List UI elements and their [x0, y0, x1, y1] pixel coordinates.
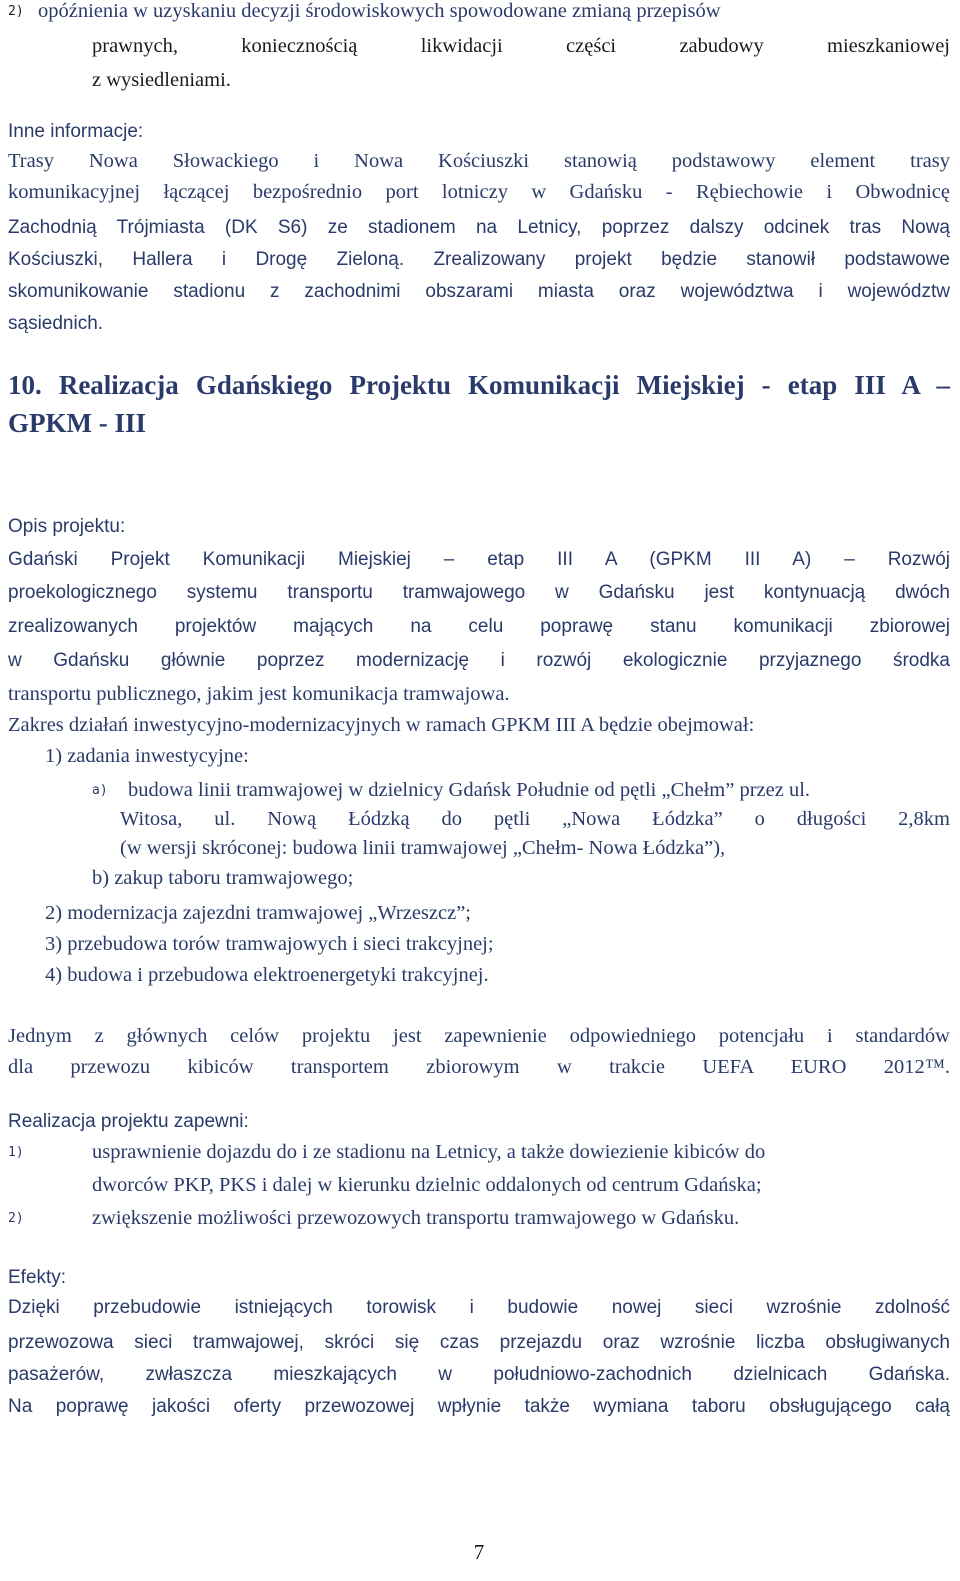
- list-item: [8, 0, 721, 26]
- section-label-inne: Inne informacje:: [8, 121, 144, 142]
- list-item: 3) przebudowa torów tramwajowych i sieci trakcyjnej;: [45, 933, 494, 955]
- paragraph-line: transportu publicznego, jakim jest komunikacja tramwajowa.: [8, 683, 510, 705]
- paragraph-line: przewozowa sieci tramwajowej, skróci się czas przejazdu oraz wzrośnie liczba obsługiwanych: [8, 1332, 950, 1353]
- list-number: 1): [8, 1145, 24, 1161]
- list-item: [8, 1204, 739, 1233]
- list-item-text: z wysiedleniami.: [92, 69, 231, 91]
- list-item: [8, 1138, 950, 1167]
- list-item: 2) modernizacja zajezdni tramwajowej „Wrzeszcz”;: [45, 902, 472, 924]
- list-number: 2): [8, 4, 24, 20]
- list-item-text: usprawnienie dojazdu do i ze stadionu na Letnicy, a także dowiezienie kibiców do: [92, 1141, 766, 1163]
- list-number: a): [92, 783, 108, 799]
- list-item: b) zakup taboru tramwajowego;: [92, 867, 354, 889]
- section-heading: 10. Realizacja Gdańskiego Projektu Komunikacji Miejskiej - etap III A –: [8, 370, 950, 400]
- paragraph-line: sąsiednich.: [8, 313, 104, 334]
- paragraph-line: skomunikowanie stadionu z zachodnimi obszarami miasta oraz województwa i województw: [8, 281, 950, 302]
- list-item: 1) zadania inwestycyjne:: [45, 745, 249, 767]
- paragraph-line: Gdański Projekt Komunikacji Miejskiej – etap III A (GPKM III A) – Rozwój: [8, 549, 950, 570]
- list-item-text: zwiększenie możliwości przewozowych transportu tramwajowego w Gdańsku.: [92, 1207, 740, 1229]
- paragraph-line: w Gdańsku głównie poprzez modernizację i rozwój ekologicznie przyjaznego środka: [8, 650, 950, 671]
- list-item-text: dworców PKP, PKS i dalej w kierunku dzielnic oddalonych od centrum Gdańska;: [92, 1174, 762, 1196]
- paragraph-line: Zakres działań inwestycyjno-modernizacyjnych w ramach GPKM III A będzie obejmował:: [8, 714, 755, 736]
- list-number: 2): [8, 1211, 24, 1227]
- list-item-text: Witosa, ul. Nową Łódzką do pętli „Nowa Łódzka” o długości 2,8km: [120, 808, 950, 830]
- list-item-text: budowa linii tramwajowej w dzielnicy Gdańsk Południe od pętli „Chełm” przez ul.: [128, 779, 811, 801]
- paragraph-line: zrealizowanych projektów mających na celu poprawę stanu komunikacji zbiorowej: [8, 616, 950, 637]
- section-heading: GPKM - III: [8, 408, 146, 438]
- list-item-text: prawnych, koniecznością likwidacji części zabudowy mieszkaniowej: [92, 35, 950, 57]
- paragraph-line: dla przewozu kibiców transportem zbiorowym w trakcie UEFA EURO 2012™.: [8, 1056, 950, 1078]
- paragraph-line: Trasy Nowa Słowackiego i Nowa Kościuszki stanowią podstawowy element trasy: [8, 150, 950, 172]
- paragraph-line: komunikacyjnej łączącej bezpośrednio port lotniczy w Gdańsku - Rębiechowie i Obwodnicę: [8, 181, 950, 203]
- paragraph-line: Zachodnią Trójmiasta (DK S6) ze stadionem na Letnicy, poprzez dalszy odcinek tras Nową: [8, 217, 950, 238]
- section-label-realizacja: Realizacja projektu zapewni:: [8, 1111, 249, 1132]
- paragraph-line: Kościuszki, Hallera i Drogę Zieloną. Zrealizowany projekt będzie stanowił podstawowe: [8, 249, 950, 270]
- list-item-text: (w wersji skróconej: budowa linii tramwajowej „Chełm- Nowa Łódzka”),: [120, 837, 726, 859]
- section-label-opis: Opis projektu:: [8, 516, 126, 537]
- section-label-efekty: Efekty:: [8, 1267, 67, 1288]
- page-number: 7: [473, 1540, 485, 1564]
- paragraph-line: Jednym z głównych celów projektu jest zapewnienie odpowiedniego potencjału i standardów: [8, 1025, 950, 1047]
- paragraph-line: proekologicznego systemu transportu tramwajowego w Gdańsku jest kontynuacją dwóch: [8, 582, 950, 603]
- paragraph-line: pasażerów, zwłaszcza mieszkających w południowo-zachodnich dzielnicach Gdańska.: [8, 1364, 950, 1385]
- paragraph-line: Dzięki przebudowie istniejących torowisk i budowie nowej sieci wzrośnie zdolność: [8, 1297, 950, 1318]
- list-item-text: opóźnienia w uzyskaniu decyzji środowiskowych spowodowane zmianą przepisów: [38, 0, 721, 22]
- list-item: [92, 776, 810, 805]
- list-item: 4) budowa i przebudowa elektroenergetyki trakcyjnej.: [45, 964, 489, 986]
- paragraph-line: Na poprawę jakości oferty przewozowej wpłynie także wymiana taboru obsługującego całą: [8, 1396, 950, 1417]
